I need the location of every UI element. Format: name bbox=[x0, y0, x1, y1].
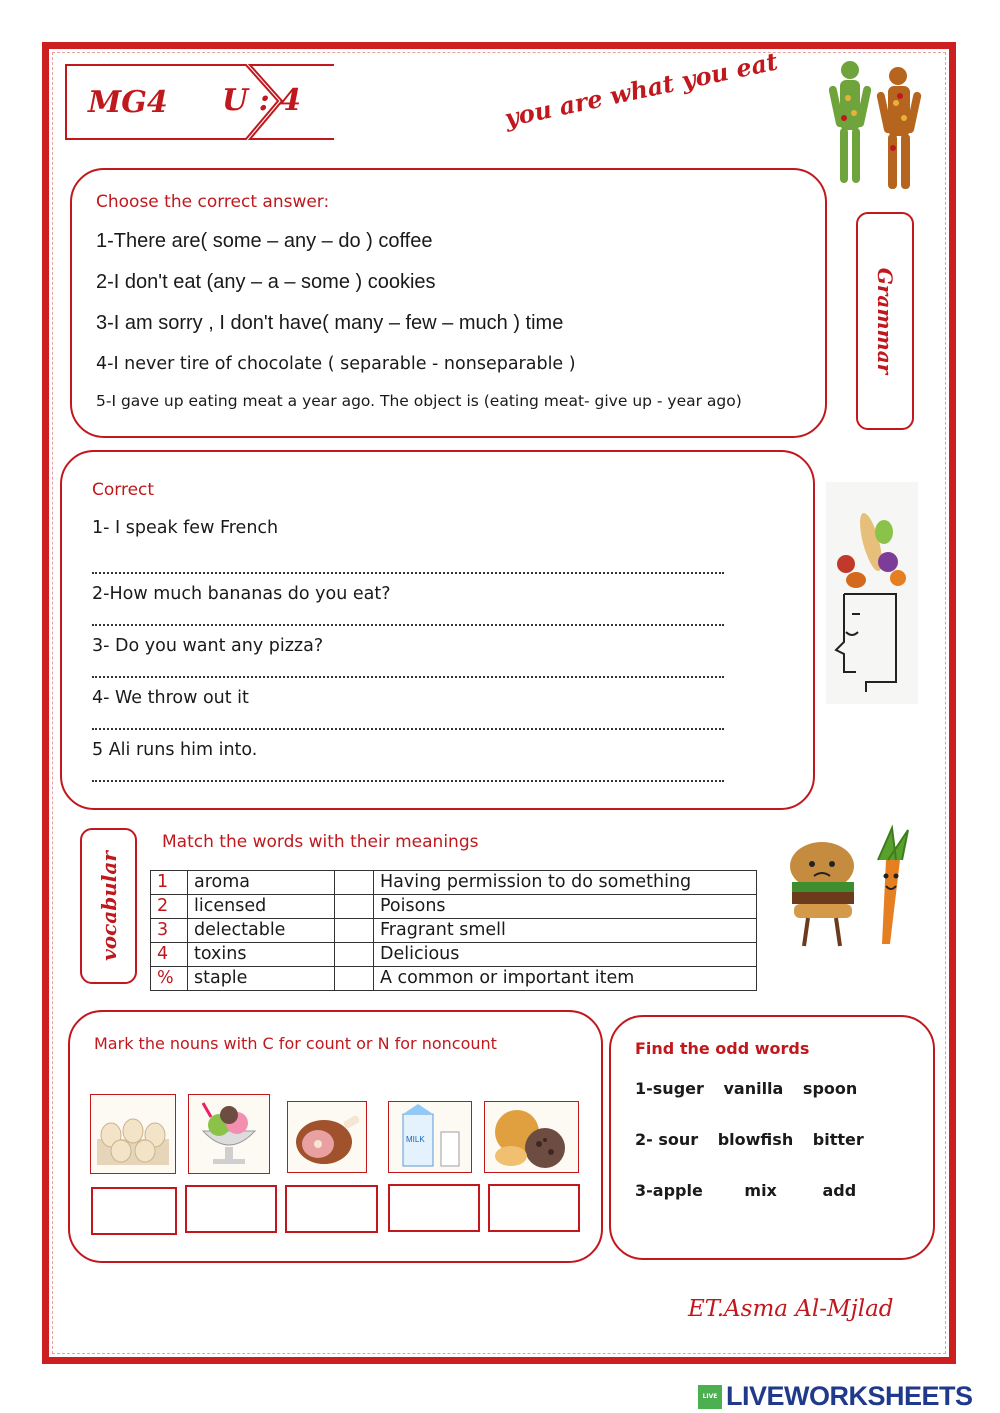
grammar-side-label-box bbox=[856, 212, 914, 430]
odd-word[interactable]: 1-suger bbox=[635, 1079, 704, 1098]
correct-item-1: 1- I speak few French bbox=[92, 518, 279, 538]
unit-code-mg4: MG4 bbox=[88, 85, 168, 120]
grammar-item-3: 3-I am sorry , I don't have( many – few – much ) time bbox=[96, 312, 564, 334]
odd-word[interactable]: add bbox=[822, 1181, 857, 1200]
grammar-item-2: 2-I don't eat (any – a – some ) cookies bbox=[96, 271, 436, 293]
match-answer-cell[interactable] bbox=[335, 919, 374, 943]
ham-image bbox=[287, 1101, 367, 1173]
table-row bbox=[151, 943, 757, 967]
grammar-side-label: Grammar bbox=[873, 267, 897, 375]
answer-line-2[interactable] bbox=[92, 624, 724, 626]
vocab-meaning: A common or important item bbox=[374, 967, 757, 991]
author-signature: ET.Asma Al-Mjlad bbox=[688, 1296, 894, 1322]
nouns-heading: Mark the nouns with C for count or N for noncount bbox=[94, 1034, 497, 1053]
vocab-meaning: Poisons bbox=[374, 895, 757, 919]
grammar-section bbox=[70, 168, 827, 438]
odd-word[interactable]: spoon bbox=[802, 1079, 858, 1098]
matching-table bbox=[150, 870, 757, 991]
correct-section bbox=[60, 450, 815, 810]
odd-word[interactable]: blowfish bbox=[717, 1130, 794, 1149]
correct-item-3: 3- Do you want any pizza? bbox=[92, 636, 324, 656]
food-body-figures-image bbox=[818, 58, 928, 193]
vocab-meaning: Fragrant smell bbox=[374, 919, 757, 943]
head-vegetables-image bbox=[826, 482, 918, 704]
match-answer-cell[interactable] bbox=[335, 895, 374, 919]
correct-heading: Correct bbox=[92, 480, 155, 500]
answer-box-eggs[interactable] bbox=[91, 1187, 177, 1235]
odd-word[interactable]: bitter bbox=[812, 1130, 864, 1149]
row-number: 3 bbox=[151, 919, 188, 943]
slogan: you are what you eat bbox=[501, 46, 781, 133]
match-answer-cell[interactable] bbox=[335, 943, 374, 967]
vocabulary-side-label: vocabular bbox=[96, 851, 121, 961]
odd-word[interactable]: 3-apple bbox=[635, 1181, 703, 1200]
answer-box-cookies[interactable] bbox=[488, 1184, 580, 1232]
row-number: % bbox=[151, 967, 188, 991]
vocab-meaning: Delicious bbox=[374, 943, 757, 967]
table-row bbox=[151, 871, 757, 895]
grammar-item-1: 1-There are( some – any – do ) coffee bbox=[96, 230, 433, 252]
odd-row-1 bbox=[635, 1079, 857, 1098]
odd-row-2 bbox=[635, 1130, 864, 1149]
odd-words-heading: Find the odd words bbox=[635, 1039, 810, 1058]
unit-number: U : 4 bbox=[222, 83, 301, 118]
eggs-image bbox=[90, 1094, 176, 1174]
odd-word[interactable]: 2- sour bbox=[635, 1130, 699, 1149]
liveworksheets-logo[interactable] bbox=[698, 1381, 973, 1412]
answer-box-ham[interactable] bbox=[285, 1185, 378, 1233]
vocab-word: toxins bbox=[188, 943, 335, 967]
vocab-meaning: Having permission to do something bbox=[374, 871, 757, 895]
cookies-image bbox=[484, 1101, 579, 1173]
odd-row-3 bbox=[635, 1181, 856, 1200]
ice-cream-image bbox=[188, 1094, 270, 1174]
milk-image bbox=[388, 1101, 472, 1173]
row-number: 1 bbox=[151, 871, 188, 895]
row-number: 2 bbox=[151, 895, 188, 919]
burger-carrot-image bbox=[786, 820, 916, 952]
vocabulary-heading: Match the words with their meanings bbox=[162, 832, 479, 852]
answer-line-5[interactable] bbox=[92, 780, 724, 782]
milk-carton-label: MILK bbox=[406, 1135, 425, 1144]
row-number: 4 bbox=[151, 943, 188, 967]
match-answer-cell[interactable] bbox=[335, 967, 374, 991]
vocab-word: aroma bbox=[188, 871, 335, 895]
answer-box-milk[interactable] bbox=[388, 1184, 480, 1232]
correct-item-5: 5 Ali runs him into. bbox=[92, 740, 258, 760]
correct-item-2: 2-How much bananas do you eat? bbox=[92, 584, 391, 604]
answer-line-1[interactable] bbox=[92, 572, 724, 574]
correct-item-4: 4- We throw out it bbox=[92, 688, 249, 708]
liveworksheets-badge: LIVE bbox=[698, 1385, 722, 1409]
answer-line-4[interactable] bbox=[92, 728, 724, 730]
odd-word[interactable]: mix bbox=[744, 1181, 777, 1200]
table-row bbox=[151, 967, 757, 991]
vocab-word: delectable bbox=[188, 919, 335, 943]
answer-box-ice-cream[interactable] bbox=[185, 1185, 277, 1233]
table-row bbox=[151, 895, 757, 919]
answer-line-3[interactable] bbox=[92, 676, 724, 678]
vocab-word: staple bbox=[188, 967, 335, 991]
odd-word[interactable]: vanilla bbox=[723, 1079, 784, 1098]
odd-words-section bbox=[609, 1015, 935, 1260]
liveworksheets-brand: LIVEWORKSHEETS bbox=[726, 1381, 973, 1411]
vocab-word: licensed bbox=[188, 895, 335, 919]
grammar-item-4: 4-I never tire of chocolate ( separable - nonseparable ) bbox=[96, 354, 576, 374]
grammar-item-5: 5-I gave up eating meat a year ago. The object is (eating meat- give up - year ago) bbox=[96, 392, 742, 410]
match-answer-cell[interactable] bbox=[335, 871, 374, 895]
table-row bbox=[151, 919, 757, 943]
grammar-heading: Choose the correct answer: bbox=[96, 192, 330, 212]
vocabulary-side-label-box bbox=[80, 828, 137, 984]
